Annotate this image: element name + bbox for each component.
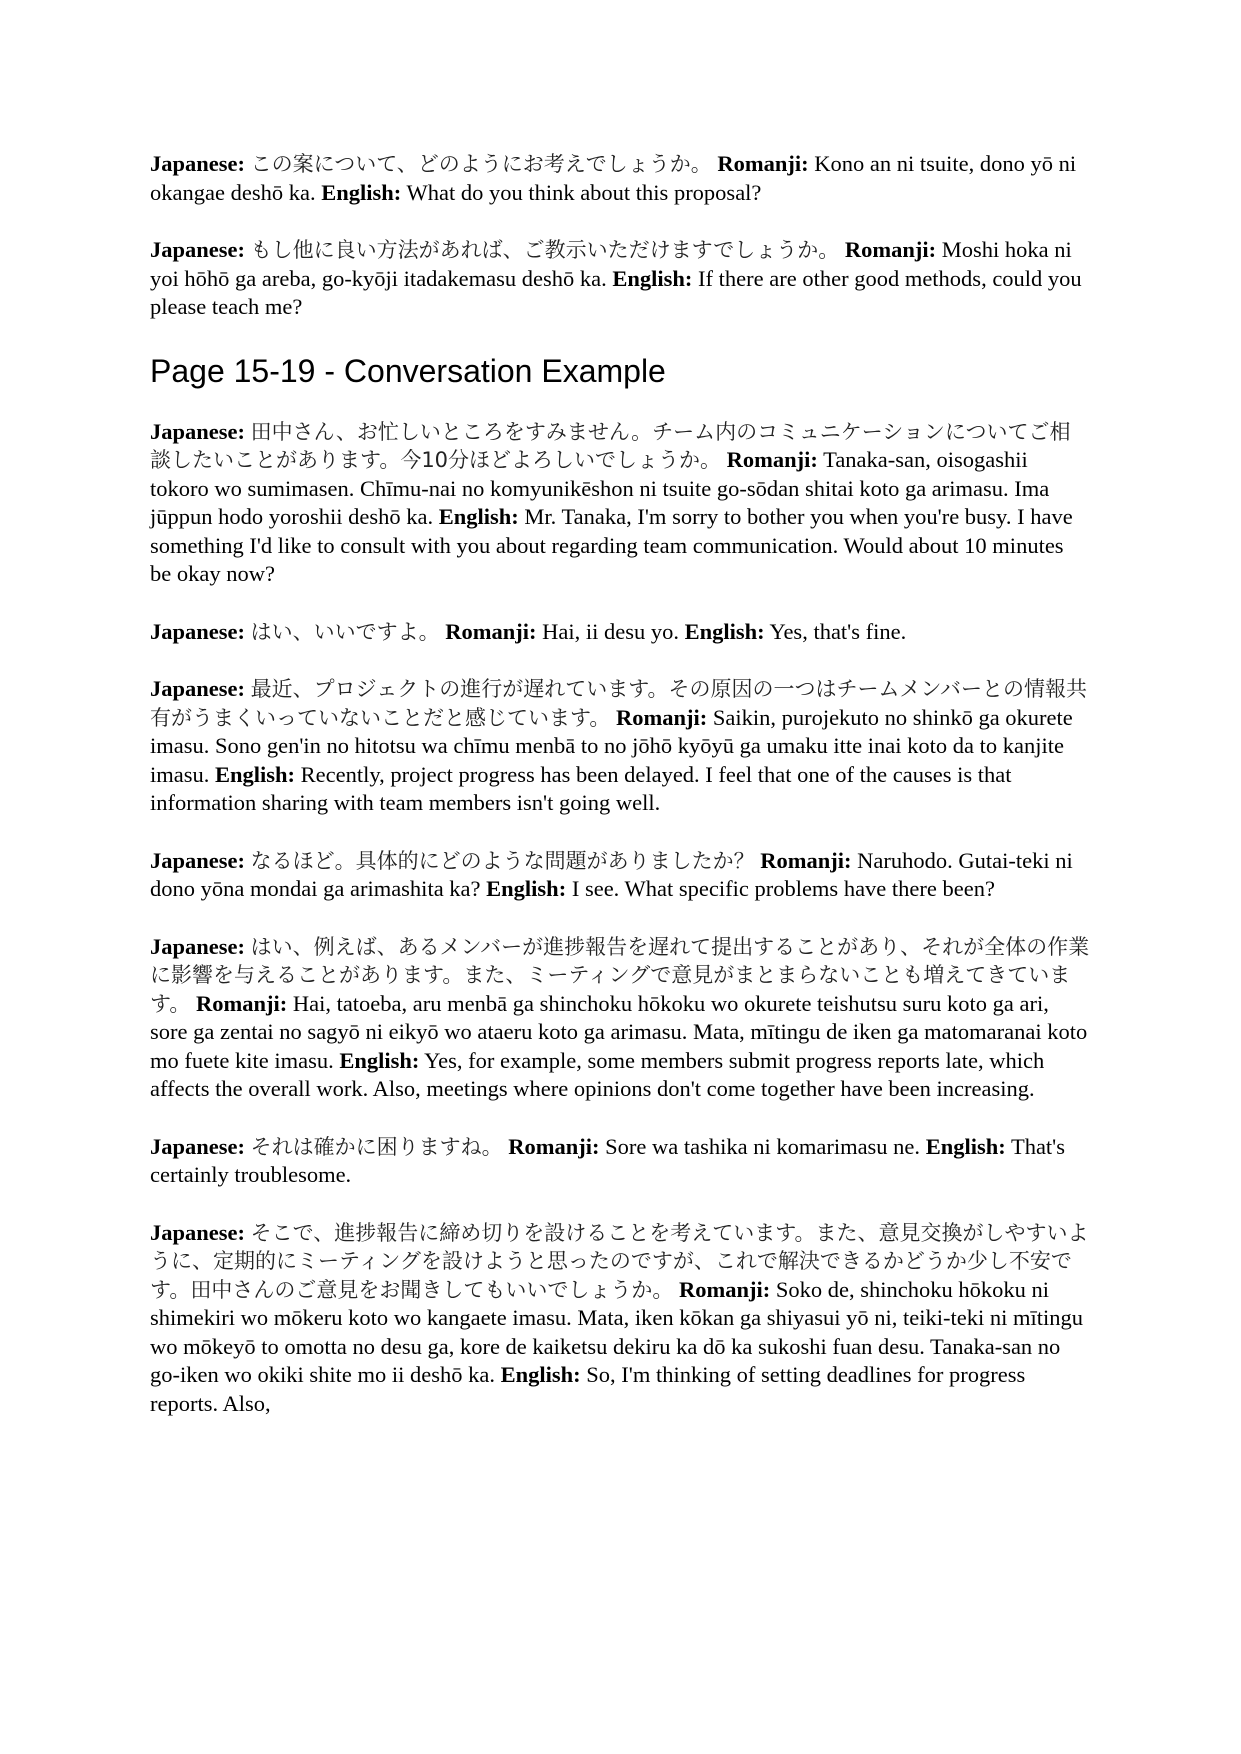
dialogue-entry xyxy=(150,847,1090,904)
dialogue-entry xyxy=(150,933,1090,1104)
romanji-text: Naruhodo. Gutai-teki ni dono yōna mondai ga arimashita ka? xyxy=(150,847,1073,901)
dialogue-entry xyxy=(150,675,1090,818)
romanji-text: Hai, ii desu yo. xyxy=(542,618,679,644)
dialogue-entry xyxy=(150,618,1090,647)
japanese-text: 田中さん、お忙しいところをすみません。チーム内のコミュニケーションについてご相談したいことがあります。今10分ほどよろしいでしょうか。 xyxy=(150,419,1071,472)
romanji-label: Romanji: xyxy=(445,618,537,644)
romanji-label: Romanji: xyxy=(717,151,809,176)
japanese-label: Japanese: xyxy=(150,418,245,444)
romanji-label: Romanji: xyxy=(760,847,852,873)
romanji-text: Saikin, purojekuto no shinkō ga okurete imasu. Sono gen'in no hitotsu wa chīmu menbā to no jōhō kyōyū ga umaku itte inai koto da to kanjite imasu. xyxy=(150,704,1073,787)
romanji-text: Hai, tatoeba, aru menbā ga shinchoku hōkoku wo okurete teishutsu suru koto ga ari, sore ga zentai no sagyō ni eikyō wo ataeru koto ga arimasu. Mata, mītingu de iken ga matomaranai koto mo fuete kite imasu. xyxy=(150,990,1088,1073)
dialogue-entry xyxy=(150,1133,1090,1190)
english-text: If there are other good methods, could you please teach me? xyxy=(150,265,1082,319)
english-text: I see. What specific problems have there been? xyxy=(571,876,995,901)
dialogue-entry xyxy=(150,418,1090,589)
romanji-text: Tanaka-san, oisogashii tokoro wo sumimasen. Chīmu-nai no komyunikēshon ni tsuite go-sōdan shitai koto ga arimasu. Ima jūppun hodo yoroshii deshō ka. xyxy=(150,447,1050,529)
japanese-label: Japanese: xyxy=(150,1133,245,1159)
japanese-text: もし他に良い方法があれば、ご教示いただけますでしょうか。 xyxy=(250,238,840,262)
japanese-label: Japanese: xyxy=(150,676,245,701)
english-text: Recently, project progress has been delayed. I feel that one of the causes is that information sharing with team members isn't going well. xyxy=(150,761,1012,815)
romanji-text: Moshi hoka ni yoi hōhō ga areba, go-kyōji itadakemasu deshō ka. xyxy=(150,237,1072,291)
english-text: Yes, that's fine. xyxy=(769,618,907,644)
english-text: That's certainly troublesome. xyxy=(150,1133,1065,1187)
document-page xyxy=(150,150,1090,1447)
japanese-text: なるほど。具体的にどのような問題がありましたか？ xyxy=(250,848,755,873)
japanese-label: Japanese: xyxy=(150,847,245,873)
english-label: English: xyxy=(925,1133,1006,1159)
romanji-label: Romanji: xyxy=(195,990,288,1016)
english-label: English: xyxy=(321,179,402,205)
dialogue-entry xyxy=(150,1219,1090,1419)
romanji-label: Romanji: xyxy=(508,1133,600,1159)
romanji-text: Kono an ni tsuite, dono yō ni okangae deshō ka. xyxy=(150,151,1077,205)
english-label: English: xyxy=(215,761,296,787)
romanji-label: Romanji: xyxy=(726,447,818,472)
japanese-text: 最近、プロジェクトの進行が遅れています。その原因の一つはチームメンバーとの情報共有がうまくいっていないことだと感じています。 xyxy=(150,677,1088,730)
english-text: Yes, for example, some members submit progress reports late, which affects the overall work. Also, meetings where opinions don't come together have been increasing. xyxy=(150,1047,1045,1101)
romanji-label: Romanji: xyxy=(678,1276,771,1302)
japanese-label: Japanese: xyxy=(150,933,245,959)
phrase-entry xyxy=(150,236,1090,322)
english-label: English: xyxy=(339,1047,420,1073)
japanese-text: この案について、どのようにお考えでしょうか。 xyxy=(250,152,712,176)
english-label: English: xyxy=(612,265,693,291)
japanese-text: はい、いいですよ。 xyxy=(250,619,440,644)
japanese-label: Japanese: xyxy=(150,1219,245,1245)
japanese-text: はい、例えば、あるメンバーが進捗報告を遅れて提出することがあり、それが全体の作業に影響を与えることがあります。また、ミーティングで意見がまとまらないことも増えてきています。 xyxy=(150,934,1090,1016)
english-label: English: xyxy=(684,618,765,644)
section-heading: Page 15-19 - Conversation Example xyxy=(150,352,666,389)
phrase-entry xyxy=(150,150,1090,207)
english-text: What do you think about this proposal? xyxy=(406,179,762,205)
japanese-text: それは確かに困りますね。 xyxy=(250,1134,503,1159)
romanji-text: Sore wa tashika ni komarimasu ne. xyxy=(605,1133,921,1159)
english-text: So, I'm thinking of setting deadlines for progress reports. Also, xyxy=(150,1362,1026,1416)
english-label: English: xyxy=(438,504,519,529)
japanese-text: そこで、進捗報告に締め切りを設けることを考えています。また、意見交換がしやすいように、定期的にミーティングを設けようと思ったのですが、これで解決できるかどうか少し不安です。田中さんのご意見をお聞きしてもいいでしょうか。 xyxy=(150,1220,1089,1302)
english-text: Mr. Tanaka, I'm sorry to bother you when you're busy. I have something I'd like to consult with you about regarding team communication. Would about 10 minutes be okay now? xyxy=(150,504,1073,586)
romanji-label: Romanji: xyxy=(615,704,708,730)
romanji-label: Romanji: xyxy=(844,237,937,262)
japanese-label: Japanese: xyxy=(150,618,245,644)
japanese-label: Japanese: xyxy=(150,151,245,176)
romanji-text: Soko de, shinchoku hōkoku ni shimekiri wo mōkeru koto wo kangaete imasu. Mata, iken kōkan ga shiyasui yō ni, teiki-teki ni mītingu wo mōkeyō to omotta no desu ga, kore de kaiketsu dekiru ka dō ka sukoshi fuan desu. Tanaka-san no go-iken wo okiki shite mo ii deshō ka. xyxy=(150,1276,1083,1387)
japanese-label: Japanese: xyxy=(150,237,245,262)
english-label: English: xyxy=(500,1362,581,1387)
english-label: English: xyxy=(486,876,567,901)
